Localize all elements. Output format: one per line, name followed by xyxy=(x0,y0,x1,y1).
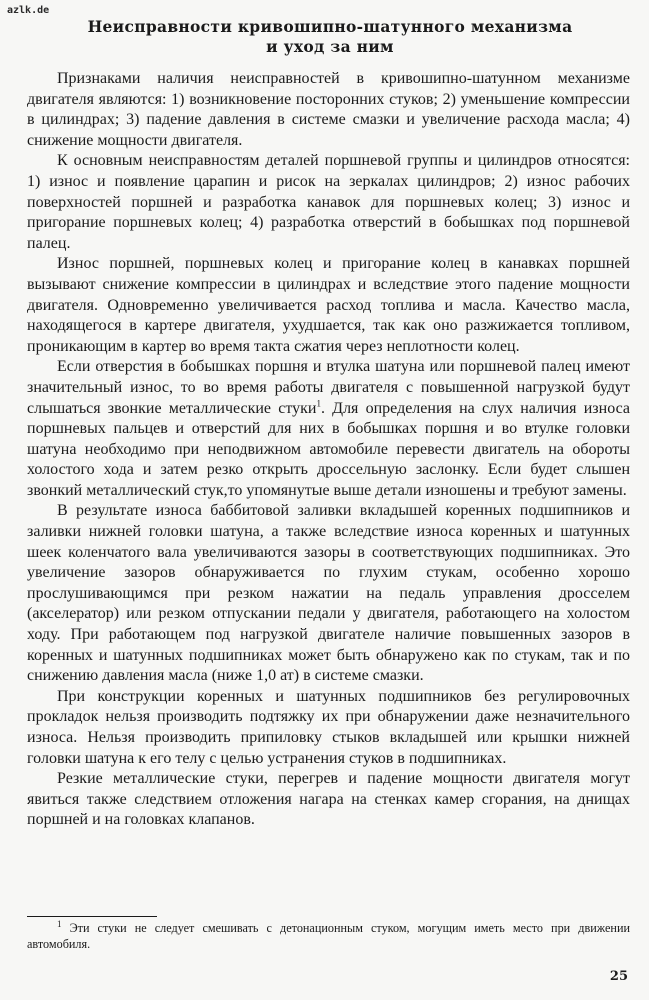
footnote-divider xyxy=(27,916,157,917)
page-number: 25 xyxy=(609,969,628,984)
paragraph-3: Износ поршней, поршневых колец и пригорание колец в канавках поршней вызывают снижение компрессии в цилиндрах и вследствие этого падение мощности двигателя. Одновременно увеличивается расход топлива и масла. Качество масла, находящегося в картере двигателя, ухудшается, так как оно разжижается топливом, проникающим в картер во время такта сжатия через неплотности колец. xyxy=(27,255,630,355)
page-title xyxy=(60,17,600,57)
paragraph-2: К основным неисправностям деталей поршневой группы и цилиндров относятся: 1) износ и появление царапин и рисок на зеркалах цилиндров; 2) износ рабочих поверхностей поршней и разработка канавок для поршневых колец; 3) износ и пригорание поршневых колец; 4) разработка отверстий в бобышках под поршневой палец. xyxy=(27,152,630,252)
paragraph-7: Резкие металлические стуки, перегрев и падение мощности двигателя могут явиться также следствием отложения нагара на стенках камер сгорания, на днищах поршней и на головках клапанов. xyxy=(27,770,630,829)
footnote xyxy=(27,920,630,952)
footnote-marker: 1 xyxy=(57,918,62,929)
title-line-1: Неисправности кривошипно-шатунного механизма xyxy=(87,17,573,36)
paragraph-4 xyxy=(27,357,630,501)
paragraph-5: В результате износа баббитовой заливки вкладышей коренных подшипников и заливки нижней головки шатуна, а также вследствие износа коренных и шатунных шеек коленчатого вала увеличиваются зазоры в соответствующих подшипниках. Это увеличение зазоров обнаруживается по глухим стукам, особенно хорошо прослушивающимся при резком нажатии на педаль управления дросселем (акселератор) или резком отпускании педали у двигателя, работающего на холостом ходу. При работающем под нагрузкой двигателе наличие повышенных зазоров в коренных и шатунных подшипниках может быть обнаружено как по стукам, так и по снижению давления масла (ниже 1,0 ат) в системе смазки. xyxy=(27,502,630,685)
paragraph-4-part-2: . Для определения на слух наличия износа поршневых пальцев и отверстий для них в бобышках поршня и во втулке головки шатуна необходимо при неподвижном автомобиле перевести двигатель на обороты холостого хода и затем резко открыть дроссельную заслонку. Если будет слышен звонкий металлический стук,то упомянутые выше детали изношены и требуют замены. xyxy=(27,399,630,499)
footnote-reference: 1 xyxy=(316,398,321,409)
body-text xyxy=(27,69,630,831)
paragraph-1: Признаками наличия неисправностей в кривошипно-шатунном механизме двигателя являются: 1) возникновение посторонних стуков; 2) уменьшение компрессии в цилиндрах; 3) падение давления в системе смазки и увеличение расхода масла; 4) снижение мощности двигателя. xyxy=(27,70,630,149)
watermark-text: azlk.de xyxy=(7,5,50,16)
title-line-2: и уход за ним xyxy=(266,37,394,56)
paragraph-6: При конструкции коренных и шатунных подшипников без регулировочных прокладок нельзя производить подтяжку их при обнаружении даже незначительного износа. Нельзя производить припиловку стыков вкладышей или крышки нижней головки шатуна к его телу с целью устранения стуков в подшипниках. xyxy=(27,687,630,767)
footnote-text: Эти стуки не следует смешивать с детонационным стуком, могущим иметь место при движении автомобиля. xyxy=(27,921,630,951)
paragraph-4-part-1: Если отверстия в бобышках поршня и втулка шатуна или поршневой палец имеют значительный износ, то во время работы двигателя с повышенной нагрузкой будут слышаться звонкие металлические стуки xyxy=(27,358,630,417)
